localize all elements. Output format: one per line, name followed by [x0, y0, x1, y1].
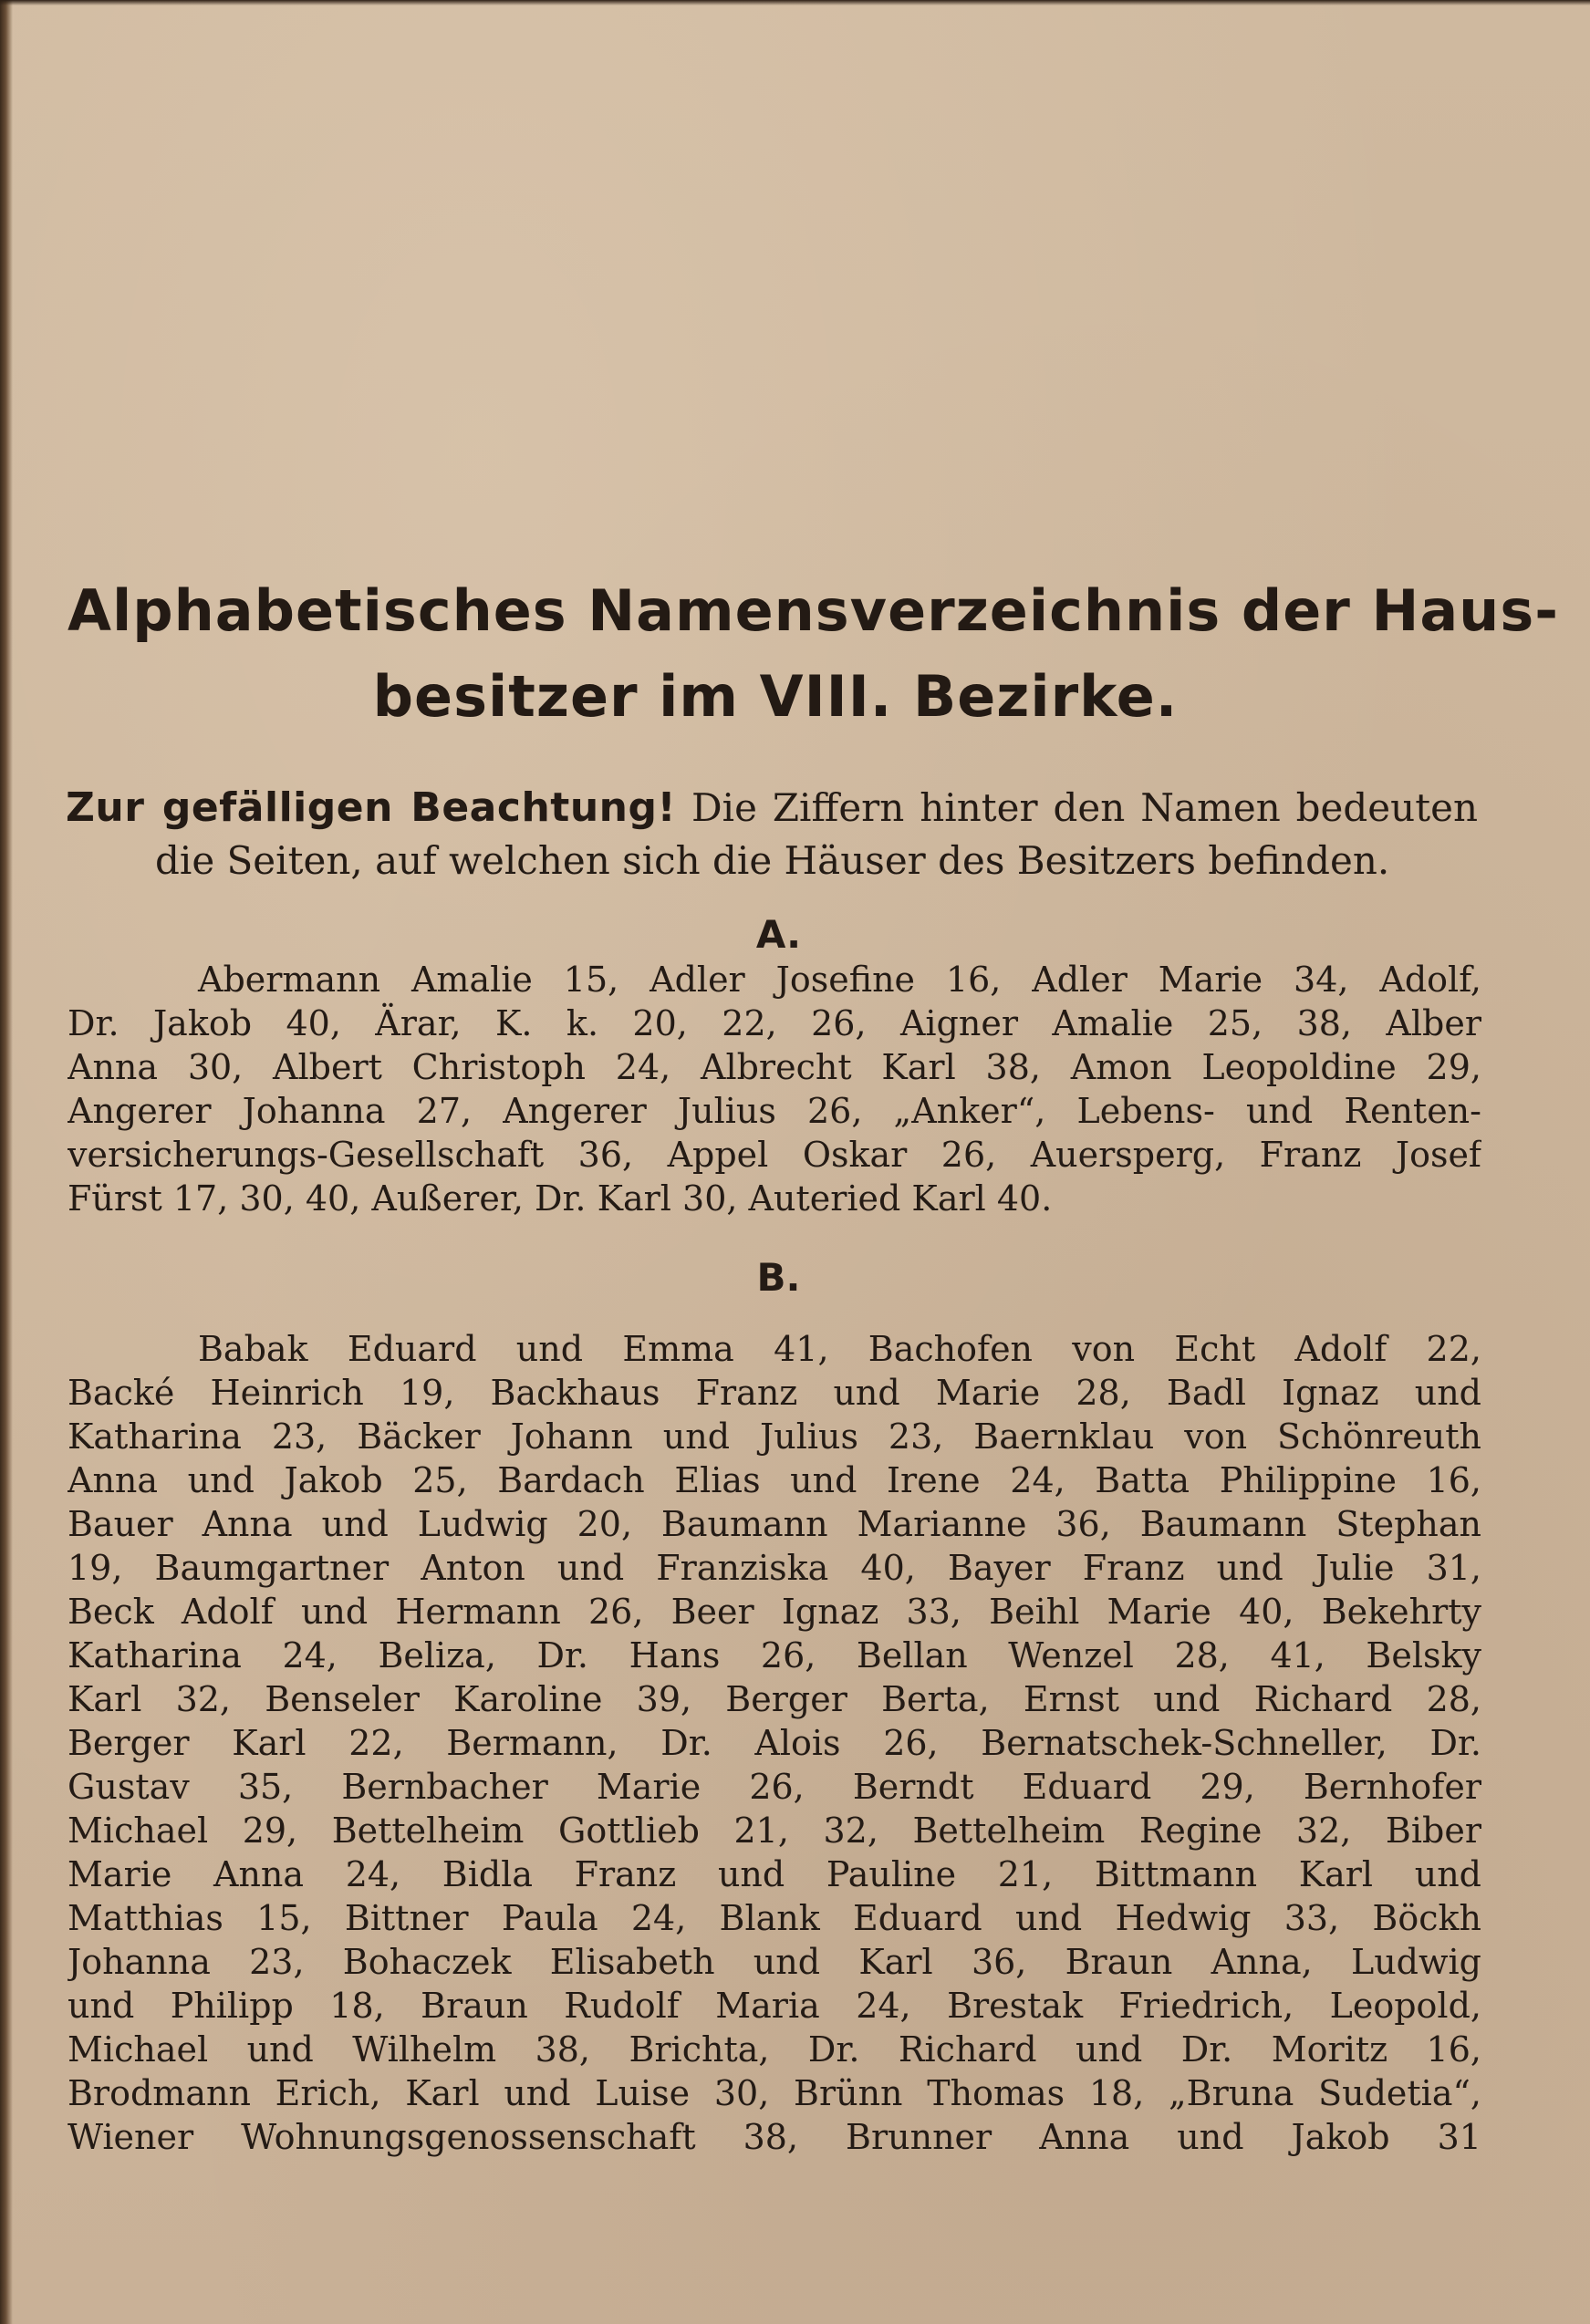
page-top-shadow: [0, 0, 1590, 5]
entry-line: Gustav 35, Bernbacher Marie 26, Berndt Eduard 29, Bernhofer: [68, 1767, 1481, 1807]
entry-line: Bauer Anna und Ludwig 20, Baumann Marianne 36, Baumann Stephan: [68, 1504, 1481, 1544]
entry-line: Katharina 24, Beliza, Dr. Hans 26, Bellan Wenzel 28, 41, Belsky: [68, 1635, 1481, 1676]
page-edge-shadow: [0, 0, 13, 2324]
entry-line: Michael 29, Bettelheim Gottlieb 21, 32, Bettelheim Regine 32, Biber: [68, 1810, 1481, 1851]
entry-line: 19, Baumgartner Anton und Franziska 40, Bayer Franz und Julie 31,: [68, 1548, 1481, 1588]
page-title-line-1: Alphabetisches Namensverzeichnis der Haus-: [68, 577, 1559, 644]
entry-line: Babak Eduard und Emma 41, Bachofen von Echt Adolf 22,: [198, 1329, 1481, 1369]
entry-line: Brodmann Erich, Karl und Luise 30, Brünn Thomas 18, „Bruna Sudetia“,: [68, 2073, 1481, 2113]
entry-line: Marie Anna 24, Bidla Franz und Pauline 21, Bittmann Karl und: [68, 1854, 1481, 1894]
entry-line: Dr. Jakob 40, Ärar, K. k. 20, 22, 26, Aigner Amalie 25, 38, Alber: [68, 1003, 1481, 1043]
entry-line: Katharina 23, Bäcker Johann und Julius 23, Baernklau von Schönreuth: [68, 1416, 1481, 1457]
entry-line: Backé Heinrich 19, Backhaus Franz und Marie 28, Badl Ignaz und: [68, 1373, 1481, 1413]
entry-line: Michael und Wilhelm 38, Brichta, Dr. Richard und Dr. Moritz 16,: [68, 2029, 1481, 2070]
entry-line: Anna 30, Albert Christoph 24, Albrecht Karl 38, Amon Leopoldine 29,: [68, 1047, 1481, 1087]
entry-line: Berger Karl 22, Bermann, Dr. Alois 26, Bernatschek-Schneller, Dr.: [68, 1723, 1481, 1763]
entry-line: Johanna 23, Bohaczek Elisabeth und Karl 36, Braun Anna, Ludwig: [68, 1942, 1481, 1982]
entry-line: Karl 32, Benseler Karoline 39, Berger Berta, Ernst und Richard 28,: [68, 1679, 1481, 1719]
name-entries-b: [68, 1327, 1481, 2159]
entry-line: Wiener Wohnungsgenossenschaft 38, Brunner Anna und Jakob 31: [68, 2117, 1481, 2157]
entry-line: Fürst 17, 30, 40, Außerer, Dr. Karl 30, Auteried Karl 40.: [68, 1178, 1053, 1219]
entry-line: Anna und Jakob 25, Bardach Elias und Irene 24, Batta Philippine 16,: [68, 1460, 1481, 1500]
note-paragraph-line-2: die Seiten, auf welchen sich die Häuser des Besitzers befinden.: [155, 838, 1390, 883]
entry-line: und Philipp 18, Braun Rudolf Maria 24, Brestak Friedrich, Leopold,: [68, 1986, 1481, 2026]
note-paragraph: [66, 782, 1478, 835]
note-lead: Zur gefälligen Beachtung!: [66, 784, 677, 831]
entry-line: Beck Adolf und Hermann 26, Beer Ignaz 33, Beihl Marie 40, Bekehrty: [68, 1592, 1481, 1632]
name-entries-a: [68, 958, 1481, 1220]
entry-line: versicherungs-Gesellschaft 36, Appel Oskar 26, Auersperg, Franz Josef: [68, 1135, 1481, 1175]
entry-line: Angerer Johanna 27, Angerer Julius 26, „Anker“, Lebens- und Renten-: [68, 1091, 1481, 1131]
section-letter-a: A.: [755, 912, 802, 957]
note-text: Die Ziffern hinter den Namen bedeuten: [691, 785, 1478, 830]
entry-line: Matthias 15, Bittner Paula 24, Blank Eduard und Hedwig 33, Böckh: [68, 1898, 1481, 1938]
entry-line: Abermann Amalie 15, Adler Josefine 16, Adler Marie 34, Adolf,: [198, 960, 1481, 1000]
section-letter-b: B.: [756, 1255, 801, 1300]
page-title-line-2: besitzer im VIII. Bezirke.: [372, 663, 1179, 730]
